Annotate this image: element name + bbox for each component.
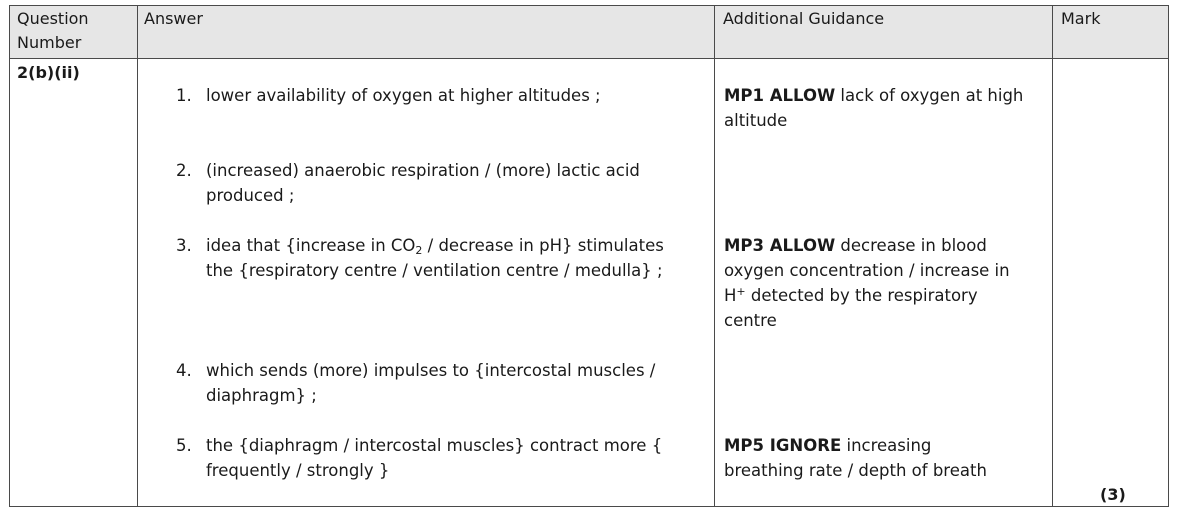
answer-number: 4.	[176, 361, 192, 380]
question-number: 2(b)(ii)	[17, 63, 80, 82]
answer-number: 3.	[176, 236, 192, 255]
answer-text: (increased) anaerobic respiration / (more) lactic acid produced ;	[206, 161, 640, 205]
guidance-text: lack of oxygen at high altitude	[724, 86, 1024, 130]
answer-text: the {diaphragm / intercostal muscles} contract more { frequently / strongly }	[206, 436, 663, 480]
guidance-mp3	[724, 233, 1014, 333]
header-mark: Mark	[1061, 9, 1101, 28]
answer-text: which sends (more) impulses to {intercostal muscles / diaphragm} ;	[206, 361, 656, 405]
mark-value: (3)	[1100, 485, 1126, 504]
guidance-keyword: MP5 IGNORE	[724, 436, 842, 455]
guidance-superscript: +	[736, 285, 746, 298]
guidance-text: increasing breathing rate / depth of breath	[724, 436, 987, 480]
guidance-mp5	[724, 433, 1014, 483]
column-divider	[137, 6, 138, 506]
header-additional-guidance: Additional Guidance	[723, 9, 885, 28]
answer-number: 1.	[176, 86, 192, 105]
mark-scheme-table	[9, 5, 1169, 507]
header-question-number: Question Number	[17, 9, 89, 52]
header-answer: Answer	[144, 9, 203, 28]
guidance-mp1	[724, 83, 1024, 133]
answer-text	[206, 233, 666, 283]
answer-subscript: 2	[415, 244, 423, 257]
guidance-keyword: MP1 ALLOW	[724, 86, 836, 105]
answer-number: 2.	[176, 161, 192, 180]
guidance-keyword: MP3 ALLOW	[724, 236, 836, 255]
answer-number: 5.	[176, 436, 192, 455]
answer-text: lower availability of oxygen at higher altitudes ;	[206, 86, 601, 105]
column-divider	[714, 6, 715, 506]
column-divider	[1052, 6, 1053, 506]
answer-text-part: idea that {increase in CO	[206, 236, 416, 255]
guidance-text: decrease in blood oxygen concentration / increase in H	[724, 236, 1010, 305]
answer-text-part: / decrease in pH} stimulates the {respiratory centre / ventilation centre / medulla} ;	[206, 236, 664, 280]
guidance-text: detected by the respiratory centre	[724, 286, 978, 330]
